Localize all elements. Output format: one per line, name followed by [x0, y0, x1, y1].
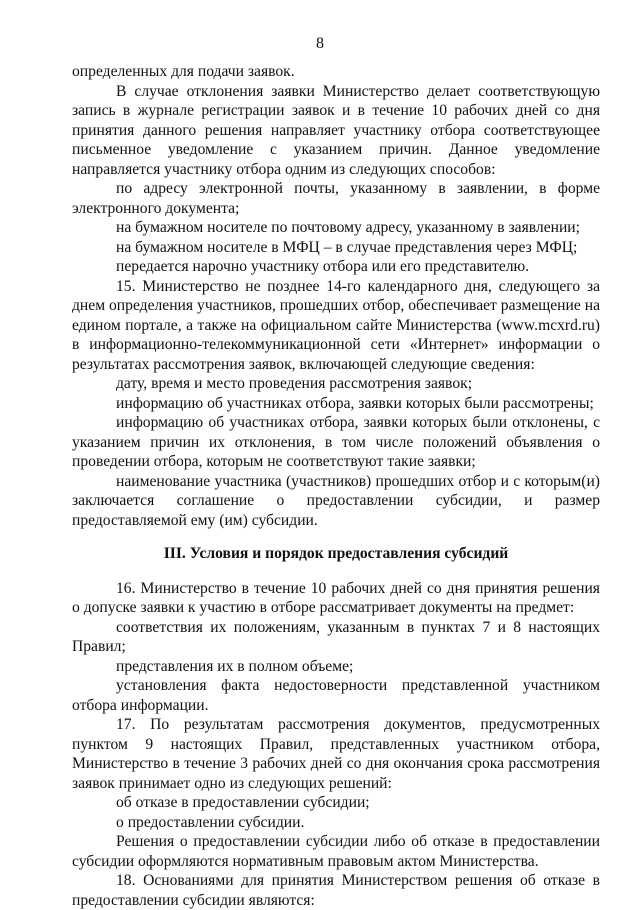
paragraph: 15. Министерство не позднее 14-го календарного дня, следующего за днем определения участников, прошедших отбор, обеспечивает размещение на едином портале, а также на официальном сайте Министерства (www.mcxrd.ru) в информационно-телекоммуникационной сети «Интернет» информации о результатах рассмотрения заявок, включающей следующие сведения: [72, 277, 600, 375]
paragraph: наименование участника (участников) прошедших отбор и с которым(и) заключается соглашение о предоставлении субсидии, и размер предоставляемой ему (им) субсидии. [72, 472, 600, 531]
paragraph: определенных для подачи заявок. [72, 62, 600, 82]
page-number: 8 [0, 34, 640, 54]
document-body [72, 62, 600, 910]
paragraph: дату, время и место проведения рассмотрения заявок; [72, 374, 600, 394]
paragraph: об отказе в предоставлении субсидии; [72, 793, 600, 813]
section-heading: III. Условия и порядок предоставления субсидий [72, 544, 600, 564]
section-after-heading [72, 579, 600, 910]
paragraph: 18. Основаниями для принятия Министерством решения об отказе в предоставлении субсидии являются: [72, 871, 600, 910]
paragraph: Решения о предоставлении субсидии либо об отказе в предоставлении субсидии оформляются нормативным правовым актом Министерства. [72, 832, 600, 871]
paragraph: 17. По результатам рассмотрения документов, предусмотренных пунктом 9 настоящих Правил, представленных участником отбора, Министерство в течение 3 рабочих дней со дня окончания срока рассмотрения заявок принимает одно из следующих решений: [72, 715, 600, 793]
paragraph: на бумажном носителе по почтовому адресу, указанному в заявлении; [72, 218, 600, 238]
paragraph: информацию об участниках отбора, заявки которых были отклонены, с указанием причин их отклонения, в том числе положений объявления о проведении отбора, которым не соответствуют такие заявки; [72, 413, 600, 472]
paragraph: соответствия их положениям, указанным в пунктах 7 и 8 настоящих Правил; [72, 618, 600, 657]
paragraph: 16. Министерство в течение 10 рабочих дней со дня принятия решения о допуске заявки к участию в отборе рассматривает документы на предмет: [72, 579, 600, 618]
paragraph: представления их в полном объеме; [72, 657, 600, 677]
paragraph: на бумажном носителе в МФЦ – в случае представления через МФЦ; [72, 238, 600, 258]
paragraph: передается нарочно участнику отбора или его представителю. [72, 257, 600, 277]
paragraph: по адресу электронной почты, указанному в заявлении, в форме электронного документа; [72, 179, 600, 218]
paragraph: информацию об участниках отбора, заявки которых были рассмотрены; [72, 394, 600, 414]
paragraph: В случае отклонения заявки Министерство делает соответствующую запись в журнале регистрации заявок и в течение 10 рабочих дней со дня принятия данного решения направляет участнику отбора соответствующее письменное уведомление с указанием причин. Данное уведомление направляется участнику отбора одним из следующих способов: [72, 82, 600, 180]
paragraph: установления факта недостоверности представленной участником отбора информации. [72, 676, 600, 715]
section-before-heading [72, 62, 600, 530]
paragraph: о предоставлении субсидии. [72, 813, 600, 833]
